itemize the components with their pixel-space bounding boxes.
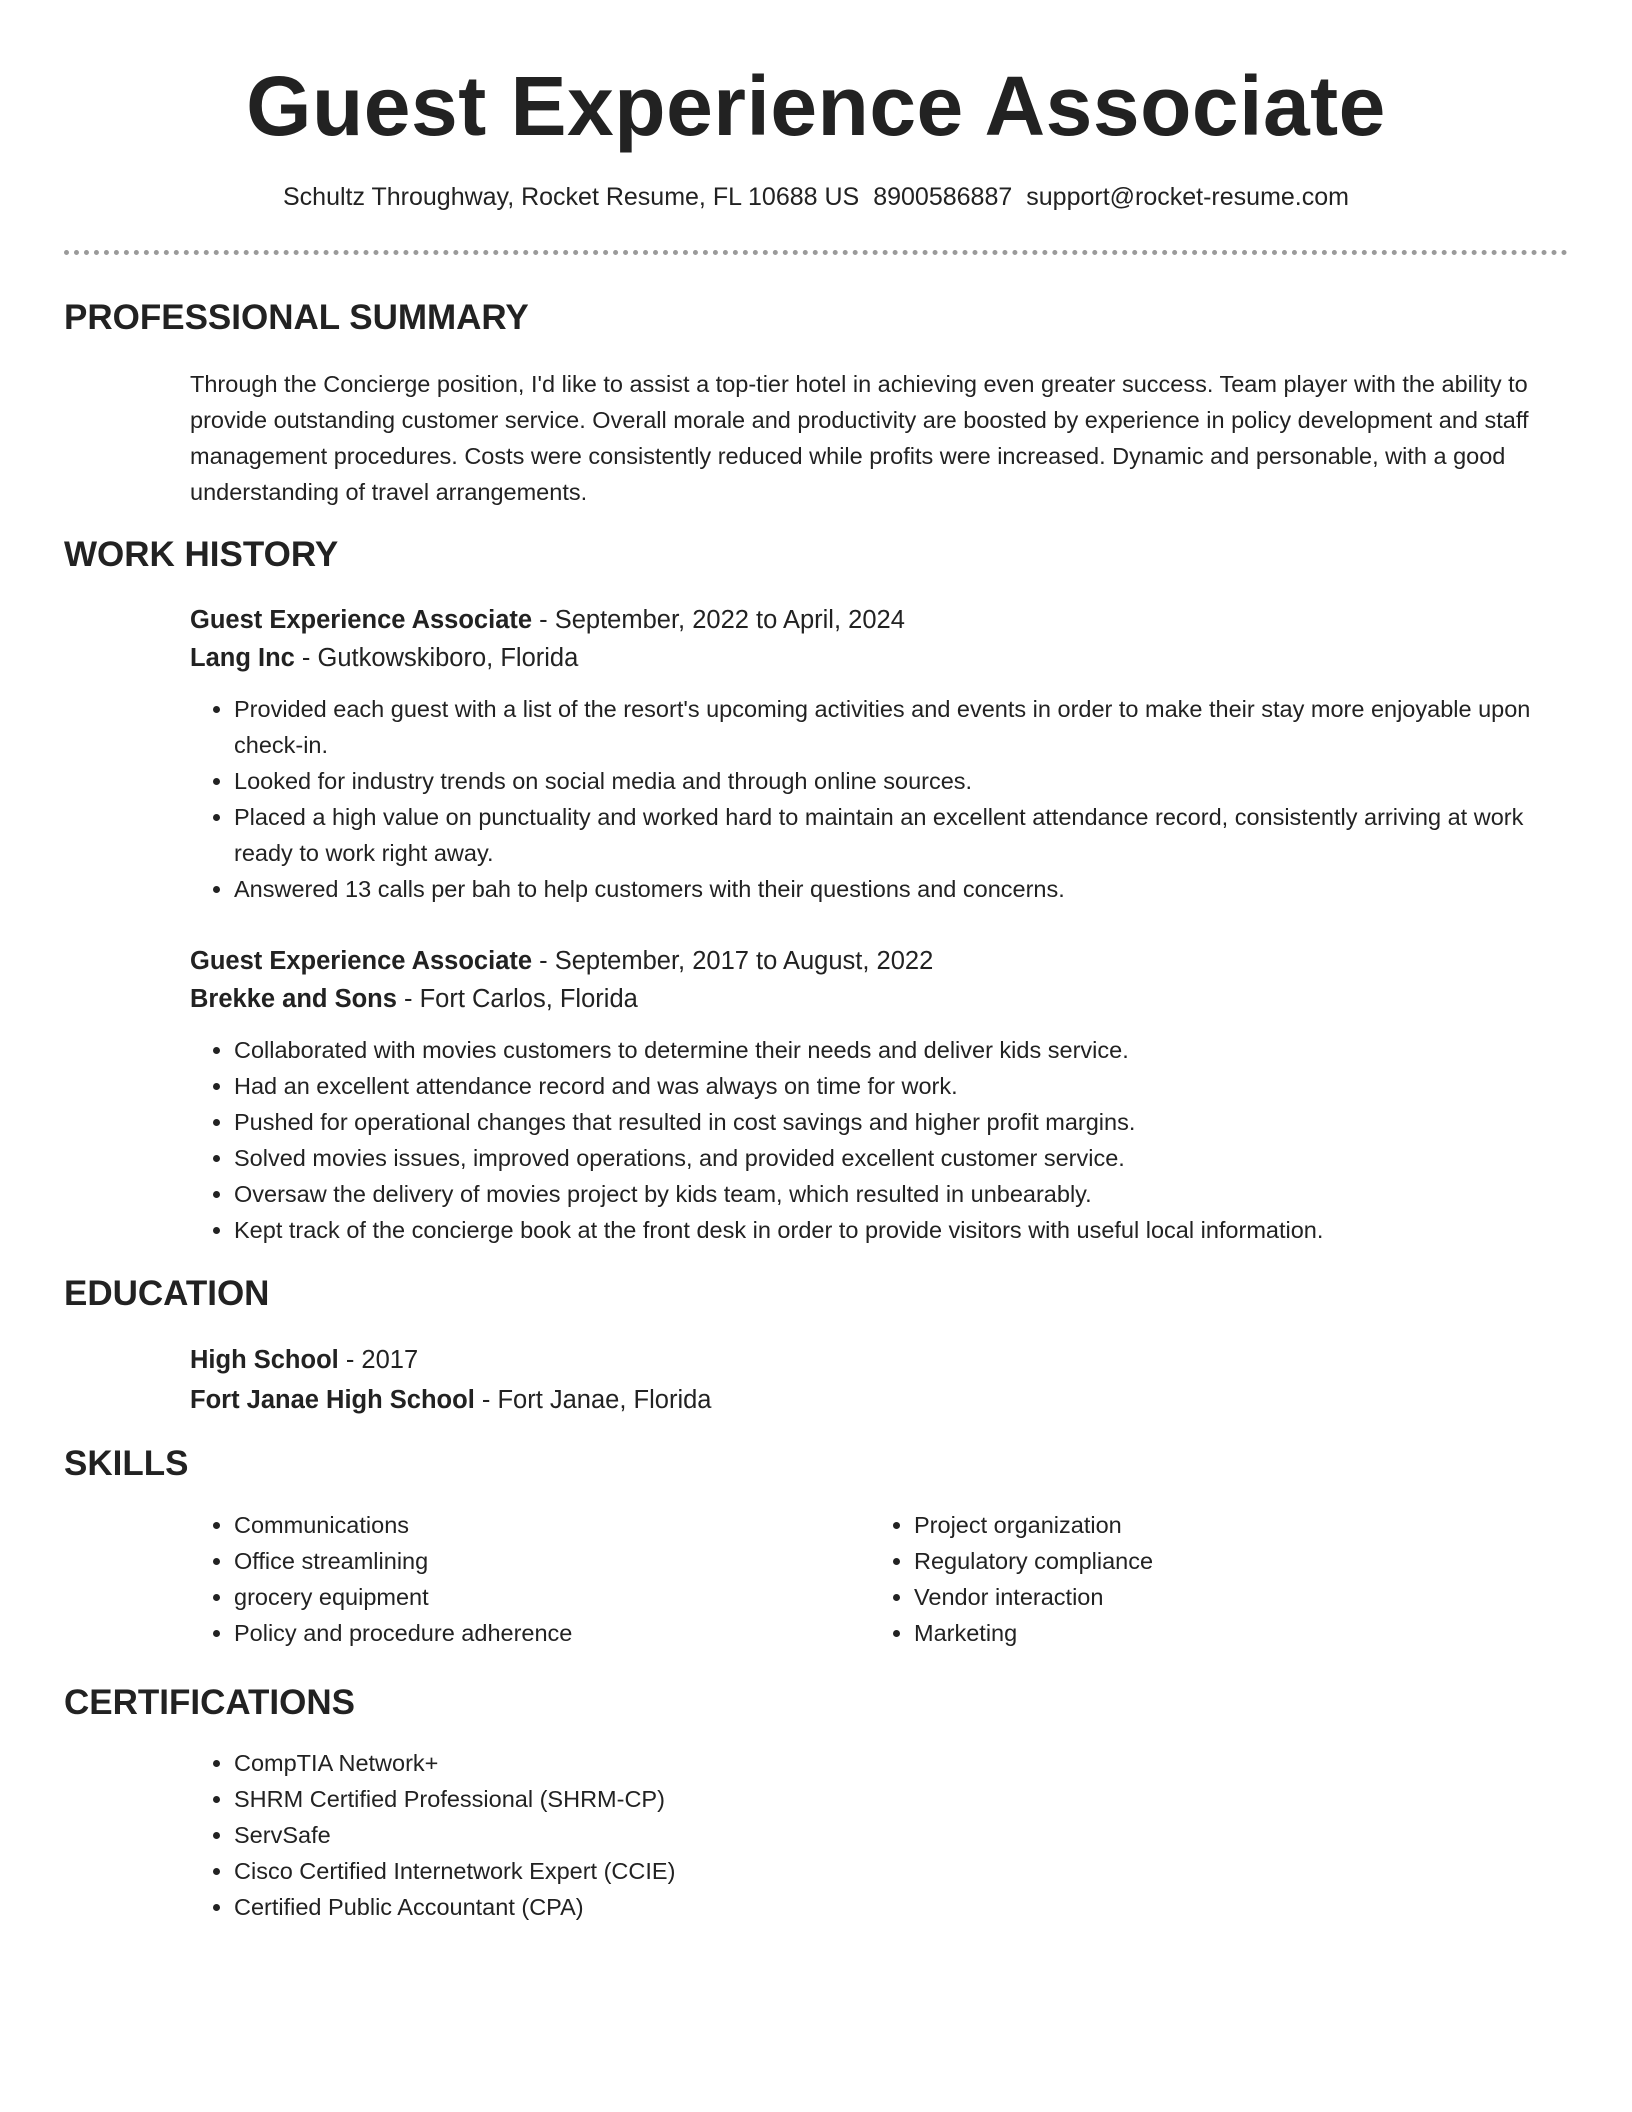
job-entry-1: [190, 601, 1568, 907]
job-role: Guest Experience Associate: [190, 947, 533, 975]
job-entry-2: [190, 942, 1568, 1248]
section-title-skills: SKILLS: [64, 1444, 189, 1483]
list-item: • Regulatory compliance: [914, 1543, 1550, 1579]
list-item: • CompTIA Network+: [234, 1745, 1568, 1781]
list-item: • ServSafe: [234, 1817, 1568, 1853]
list-item: • Cisco Certified Internetwork Expert (CCIE): [234, 1853, 1568, 1889]
list-item: • Solved movies issues, improved operations, and provided excellent customer service.: [234, 1140, 1568, 1176]
list-item: • Placed a high value on punctuality and worked hard to maintain an excellent attendance record, consistently arriving at work ready to work right away.: [234, 799, 1568, 871]
section-title-education: EDUCATION: [64, 1274, 270, 1313]
job-dates: - September, 2022 to April, 2024: [532, 606, 905, 634]
list-item: • Marketing: [914, 1615, 1550, 1651]
job-title-line: [190, 601, 1568, 639]
address: Schultz Throughway, Rocket Resume, FL 10688 US: [283, 183, 860, 211]
candidate-name: Guest Experience Associate: [246, 59, 1386, 153]
job-title-line: [190, 942, 1568, 980]
list-item: • Office streamlining: [234, 1543, 870, 1579]
skills-column-right: [870, 1507, 1550, 1651]
education-entry: [190, 1341, 1568, 1419]
education-degree-line: [190, 1341, 1568, 1379]
section-title-work-history: WORK HISTORY: [64, 535, 339, 574]
education-degree: High School: [190, 1346, 339, 1374]
job-dates: - September, 2017 to August, 2022: [532, 947, 934, 975]
list-item: • Certified Public Accountant (CPA): [234, 1889, 1568, 1925]
summary-text: Through the Concierge position, I'd like to assist a top-tier hotel in achieving even greater success. Team player with the ability to provide outstanding customer service. Overall morale and productivity are boosted by experience in policy development and staff management procedures. Costs were consistently reduced while profits were increased. Dynamic and personable, with a good understanding of travel arrangements.: [190, 371, 1529, 505]
list-item: • Pushed for operational changes that resulted in cost savings and higher profit margins.: [234, 1104, 1568, 1140]
education-location: - Fort Janae, Florida: [474, 1386, 712, 1414]
email: support@rocket-resume.com: [1026, 183, 1349, 211]
header-divider: [64, 250, 1568, 255]
section-title-certifications: CERTIFICATIONS: [64, 1683, 356, 1722]
list-item: • Oversaw the delivery of movies project by kids team, which resulted in unbearably.: [234, 1176, 1568, 1212]
job-company: Brekke and Sons: [190, 985, 397, 1013]
job-location: - Gutkowskiboro, Florida: [294, 644, 579, 672]
list-item: • Had an excellent attendance record and was always on time for work.: [234, 1068, 1568, 1104]
education-school: Fort Janae High School: [190, 1386, 475, 1414]
job-role: Guest Experience Associate: [190, 606, 533, 634]
job-company-line: [190, 639, 1568, 677]
skills-column-left: [190, 1507, 870, 1651]
list-item: • SHRM Certified Professional (SHRM-CP): [234, 1781, 1568, 1817]
certifications-list: [190, 1745, 1568, 1925]
job-company-line: [190, 980, 1568, 1018]
phone: 8900586887: [873, 183, 1013, 211]
education-school-line: [190, 1381, 1568, 1419]
list-item: • grocery equipment: [234, 1579, 870, 1615]
list-item: • Communications: [234, 1507, 870, 1543]
list-item: • Policy and procedure adherence: [234, 1615, 870, 1651]
list-item: • Provided each guest with a list of the resort's upcoming activities and events in order to make their stay more enjoyable upon check-in.: [234, 691, 1568, 763]
education-year: - 2017: [338, 1346, 419, 1374]
job-company: Lang Inc: [190, 644, 295, 672]
job-bullets: [190, 691, 1568, 907]
list-item: • Project organization: [914, 1507, 1550, 1543]
list-item: • Collaborated with movies customers to determine their needs and deliver kids service.: [234, 1032, 1568, 1068]
skills-list: [190, 1507, 1568, 1651]
section-title-summary: PROFESSIONAL SUMMARY: [64, 298, 529, 337]
list-item: • Vendor interaction: [914, 1579, 1550, 1615]
job-bullets: [190, 1032, 1568, 1248]
list-item: • Kept track of the concierge book at the front desk in order to provide visitors with useful local information.: [234, 1212, 1568, 1248]
list-item: • Answered 13 calls per bah to help customers with their questions and concerns.: [234, 871, 1568, 907]
contact-line: [0, 180, 1632, 214]
job-location: - Fort Carlos, Florida: [396, 985, 638, 1013]
list-item: • Looked for industry trends on social media and through online sources.: [234, 763, 1568, 799]
